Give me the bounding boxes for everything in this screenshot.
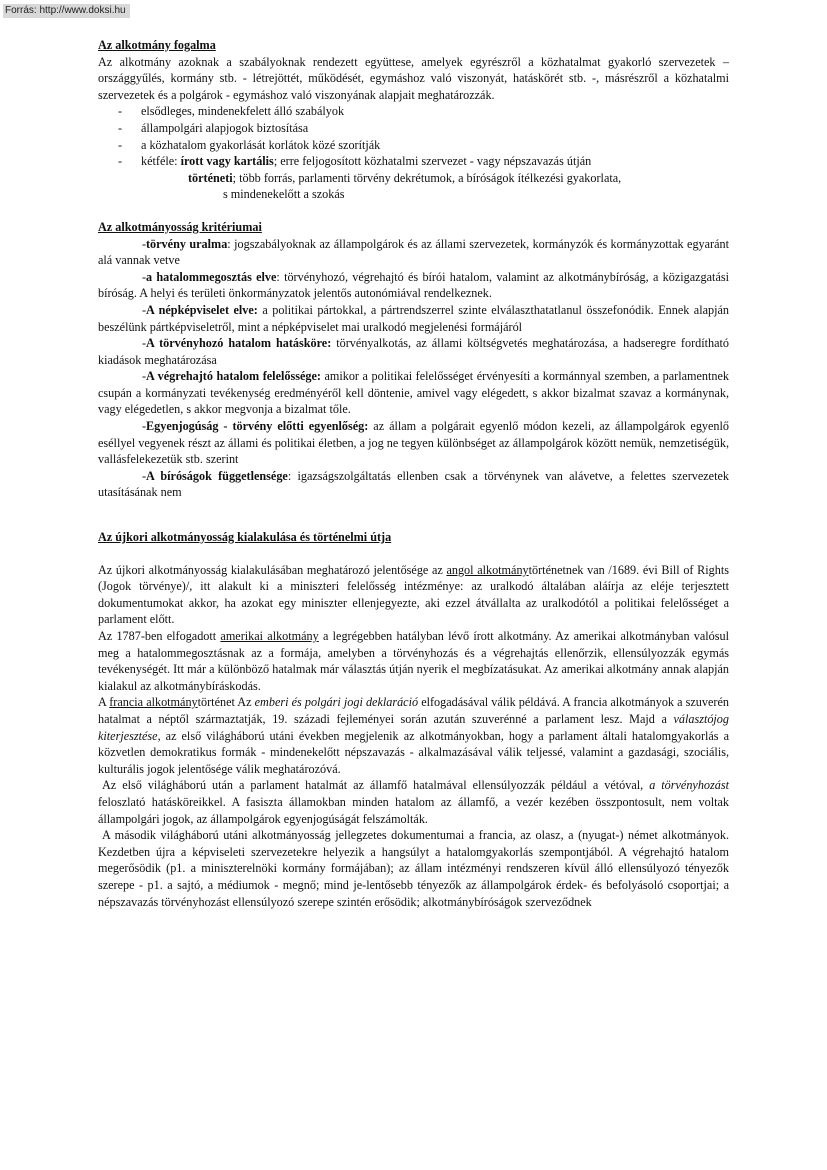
source-label: Forrás: http://www.doksi.hu — [3, 4, 130, 18]
italic-term: a törvényhozást — [649, 778, 729, 793]
kind-prefix: kétféle: — [141, 154, 181, 169]
criterion-text: : jogszabályoknak az állampolgárok és az állami szervezetek, kormányzók és kormányzottak egyaránt alá vannak vetve — [98, 236, 730, 268]
document-page — [98, 37, 729, 910]
criterion-item: -Egyenjogúság - törvény előtti egyenlőség: az állam a polgárait egyenlő módon kezeli, az állampolgárok egyenlő eséllyel vegyenek részt az állami és politikai életben, a jog ne tegyen különbséget az állampolgárok között nemük, nemzetiségük, vallásfelekezetük stb. szerint — [98, 419, 730, 467]
text-span: elfogadásával válik példává. A francia alkotmányok a szuverén hatalmat a néptől származtatják, 19. századi fejleményei során azután szuverénné a parlament lesz. Majd a — [98, 695, 729, 726]
text-span: történetnek van /1689. évi Bill of Rights (Jogok törvénye)/, itt alakult ki a miniszteri felelősség intézménye: az uralkodó általában aláírja az eléje terjesztett dokumentumokat akkor, ha azokat egy miniszter ellenjegyezte, aki ezzel átvállalta az uralkodótól a politikai felelősséget a parlament előtt. — [98, 562, 729, 627]
text-span: az első világháború utáni években megjelenik az alkotmányokban, hogy a parlament általi hatalomgyakorlás a közvetlen demokratikus formák - mindenekelőtt népszavazás - alkalmazásával válik teljessé, valamint a gazdasági, szociális, kulturális jogok jelentősége válik meghatározóvá. — [98, 728, 729, 776]
criterion-item: -A bíróságok függetlensége: igazságszolgáltatás ellenben csak a törvénynek van alávetve, a felettes szervezetek utasításának nem — [98, 468, 729, 500]
criterion-label: A végrehajtó hatalom felelőssége: — [146, 369, 321, 384]
list-item: - a közhatalom gyakorlását korlátok közé szorítják — [98, 137, 729, 154]
criterion-text: törvényalkotás, az állami költségvetés meghatározása, a hadseregre fordítható kiadások meghatározása — [98, 336, 729, 367]
text-span: Az első világháború után a parlament hatalmát az államfő hatalmával ellensúlyozzák például a vétóval, — [102, 778, 650, 793]
kind-historical-line — [98, 170, 729, 187]
criterion-text: a politikai pártokkal, a pártrendszerrel szinte elválaszthatatlanul összefonódik. Ennek alapján beszélünk pártképviseletről, mint a népképviselet mai uralkodó megjelenési formájáról — [98, 302, 729, 334]
italic-term: választójog kiterjesztése, — [98, 711, 729, 743]
paragraph-ww1 — [98, 777, 729, 827]
section-title-ujkori: Az újkori alkotmányosság kialakulása és történelmi útja — [98, 530, 392, 545]
paragraph-american — [98, 628, 729, 694]
section-title-kriteriumai: Az alkotmányosság kritériumai — [98, 219, 262, 234]
definition-paragraph: Az alkotmány azoknak a szabályoknak rendezett együttese, amelyek egyrészről a közhatalmat gyakorló szervezetek – országgyűlés, kormány stb. - létrejöttét, működését, egymáshoz való viszonyát, hatáskörét stb. -, másrészről a közhatalmi szervezetek és a polgárok - egymáshoz való viszonyának alapjait meghatározzák. — [98, 54, 729, 102]
text-span: feloszlató hatásköreikkel. A fasiszta államokban minden hatalom az államfő, a vezér kezében összpontosult, nem voltak állampolgári jogok, az állampolgárok egyenjogúságát felszámolták. — [98, 794, 729, 826]
criterion-label: törvény uralma — [146, 236, 228, 251]
list-item: - elsődleges, mindenekfelett álló szabályok — [98, 103, 729, 120]
list-item: - állampolgári alapjogok biztosítása — [98, 120, 729, 137]
criterion-label: a hatalommegosztás elve — [146, 269, 277, 284]
criterion-item: -A törvényhozó hatalom hatásköre: törvényalkotás, az állami költségvetés meghatározása, a hadseregre fordítható kiadások meghatározása — [98, 336, 729, 367]
list-item-text: a közhatalom gyakorlását korlátok közé szorítják — [141, 137, 381, 152]
text-span: Az újkori alkotmányosság kialakulásában meghatározó jelentősége az — [98, 562, 447, 577]
criterion-label: A törvényhozó hatalom hatásköre: — [146, 336, 332, 351]
italic-term: emberi és polgári jogi deklaráció — [254, 695, 419, 710]
underlined-term: francia alkotmány — [109, 695, 198, 710]
criterion-item: -törvény uralma: jogszabályoknak az állampolgárok és az állami szervezetek, kormányzók és kormányzottak egyaránt alá vannak vetve — [98, 236, 730, 268]
criterion-item: -A végrehajtó hatalom felelőssége: amikor a politikai felelősséget érvényesíti a kormánnyal szemben, a parlamentnek csupán a kormányzati tevékenység eredményéről kell döntenie, amivel vagy elégedett, s akkor bizalmat szavaz a kormánynak, vagy elégedetlen, s akkor megvonja a bizalmat tőle. — [98, 369, 730, 417]
underlined-term: amerikai alkotmány — [220, 629, 319, 643]
criterion-item: -A népképviselet elve: a politikai pártokkal, a pártrendszerrel szinte elválaszthatatlanul összefonódik. Ennek alapján beszélünk pártképviseletről, mint a népképviselet mai uralkodó megjelenési formájáról — [98, 302, 729, 334]
text-span: A — [98, 695, 110, 710]
kind-written-label: írott vagy kartális — [180, 154, 274, 169]
list-item: - kétféle: írott vagy kartális; erre feljogosított közhatalmi szervezet - vagy népszavazás útján — [118, 154, 592, 169]
criterion-label: Egyenjogúság - törvény előtti egyenlőség: — [146, 419, 369, 434]
criterion-text: : törvényhozó, végrehajtó és bírói hatalom, valamint az alkotmánybíróság, a közigazgatási bíróság. A helyi és területi önkormányzatok jelentős autonómiával rendelkeznek. — [98, 269, 729, 301]
kind-historical-label: történeti — [188, 170, 233, 185]
section-title-alkotmany-fogalma: Az alkotmány fogalma — [98, 38, 216, 52]
kind-written-text: ; erre feljogosított közhatalmi szervezet - vagy népszavazás útján — [273, 154, 592, 169]
criterion-item: -a hatalommegosztás elve: törvényhozó, végrehajtó és bírói hatalom, valamint az alkotmánybíróság, a közigazgatási bíróság. A helyi és területi önkormányzatok jelentős autonómiával rendelkeznek. — [98, 269, 729, 301]
criterion-label: A bíróságok függetlensége — [146, 468, 288, 483]
criterion-text: : igazságszolgáltatás ellenben csak a törvénynek van alávetve, a felettes szervezetek utasításának nem — [98, 468, 729, 500]
criterion-text: az állam a polgárait egyenlő módon kezeli, az állampolgárok egyenlő eséllyel vegyenek részt az állami és politikai életben, a jog ne tegyen különbséget az állampolgárok között nemük, nemzetiségük, vallásfelekezetük stb. szerint — [98, 419, 730, 467]
paragraph-ww2: A második világháború utáni alkotmányosság jellegzetes dokumentumai a francia, az olasz, a (nyugat-) német alkotmányok. Kezdetben újra a képviseleti szervezetekre helyezik a hangsúlyt a hatalomgyakorlás szempontjából. A végrehajtó hatalom megerősödik (p1. a miniszterelnöki kormány formájában); az állam intézményi rendszeren kívül álló ellensúlyozó tényezők szerepe - p1. a sajtó, a médiumok - megnő; mind je-lentősebb tényezők az állampolgárok érdek- és befolyásoló csoportjai; a népszavazás törvényhozást ellensúlyozó szerepe szintén erősödik; alkotmánybíróságok szerveződnek — [98, 828, 729, 909]
paragraph-english — [98, 562, 729, 628]
underlined-term: angol alkotmány — [446, 562, 529, 577]
list-item-text: elsődleges, mindenekfelett álló szabályok — [141, 104, 345, 119]
kind-historical-text: ; több forrás, parlamenti törvény dekrétumok, a bíróságok ítélkezési gyakorlata, — [232, 170, 622, 185]
kind-historical-continuation: s mindenekelőtt a szokás — [223, 187, 345, 202]
list-item-text: állampolgári alapjogok biztosítása — [141, 120, 309, 135]
text-span: a legrégebben hatályban lévő írott alkotmány. Az amerikai alkotmányban valósul meg a hatalommegosztásnak az a formája, amelyben a törvényhozás és a végrehajtás ellenőrzik, ellensúlyozzák egymás tevékenységét. Itt már a különböző hatalmak már választás útján nyerik el megbízatásukat. Az amerikai alkotmány annak alapján kialakul az alkotmánybíráskodás. — [98, 629, 729, 693]
criterion-label: A népképviselet elve: — [146, 302, 258, 317]
paragraph-french — [98, 694, 729, 777]
text-span: Az 1787-ben elfogadott — [98, 629, 221, 643]
criterion-text: amikor a politikai felelősséget érvényesíti a kormánnyal szemben, a parlamentnek csupán a kormányzati tevékenység eredményéről kell döntenie, amivel vagy elégedett, s akkor bizalmat szavaz a kormánynak, vagy elégedetlen, s akkor megvonja a bizalmat tőle. — [98, 369, 730, 417]
text-span: történet Az — [197, 695, 255, 710]
